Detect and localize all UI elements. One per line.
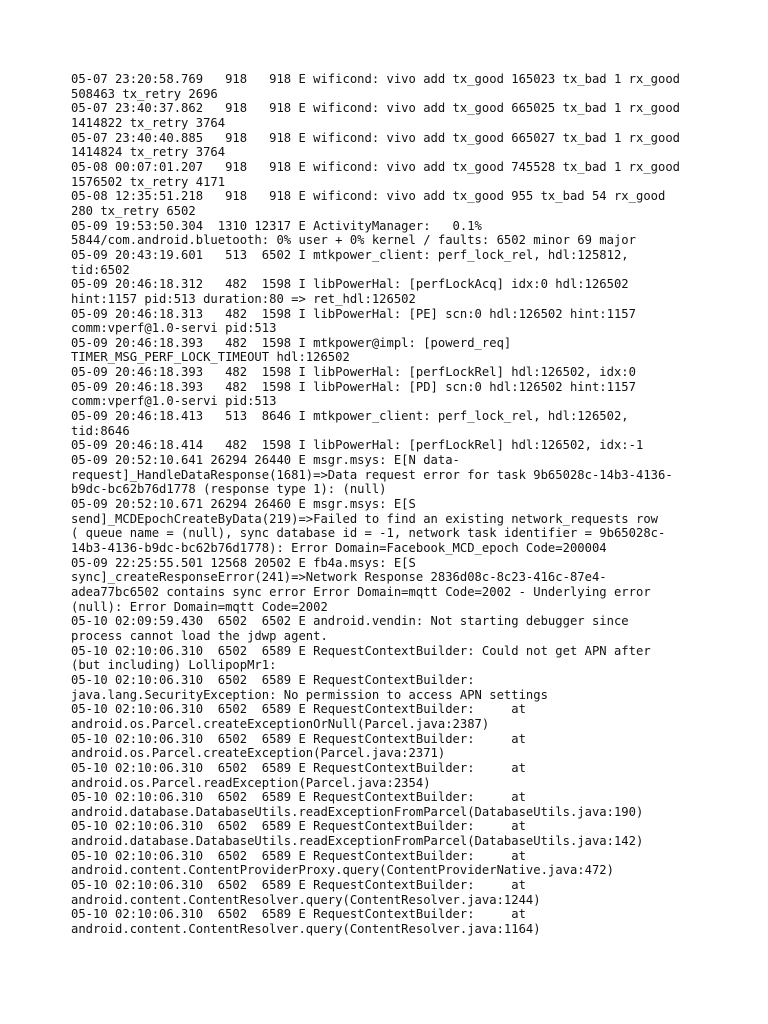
log-line: 05-09 20:46:18.393 482 1598 I libPowerHal: [PD] scn:0 hdl:126502 hint:1157 [71,379,636,394]
log-line: 05-10 02:10:06.310 6502 6589 E RequestContextBuilder: at [71,907,526,922]
log-line: tid:6502 [71,262,130,277]
log-line: 05-09 20:46:18.393 482 1598 I libPowerHal: [perfLockRel] hdl:126502, idx:0 [71,365,636,380]
log-line: android.database.DatabaseUtils.readExceptionFromParcel(DatabaseUtils.java:142) [71,834,644,849]
log-line: android.os.Parcel.readException(Parcel.java:2354) [71,775,431,790]
log-line: 05-10 02:10:06.310 6502 6589 E RequestContextBuilder: at [71,731,526,746]
log-line: 1576502 tx_retry 4171 [71,174,226,189]
log-line: 05-09 20:52:10.641 26294 26440 E msgr.msys: E[N data- [71,453,460,468]
log-document [71,72,711,937]
log-line: android.content.ContentResolver.query(ContentResolver.java:1244) [71,892,541,907]
log-line: 05-09 20:46:18.313 482 1598 I libPowerHal: [PE] scn:0 hdl:126502 hint:1157 [71,306,636,321]
log-line: android.database.DatabaseUtils.readExceptionFromParcel(DatabaseUtils.java:190) [71,804,644,819]
log-line: adea77bc6502 contains sync error Error Domain=mqtt Code=2002 - Underlying error [71,584,651,599]
log-line: 05-07 23:20:58.769 918 918 E wificond: vivo add tx_good 165023 tx_bad 1 rx_good [71,72,681,86]
log-line: 05-10 02:10:06.310 6502 6589 E RequestContextBuilder: at [71,878,526,893]
log-line: 1414824 tx_retry 3764 [71,145,226,160]
log-line: android.content.ContentResolver.query(ContentResolver.java:1164) [71,922,541,937]
log-line: android.os.Parcel.createExceptionOrNull(Parcel.java:2387) [71,716,490,731]
log-line: 5844/com.android.bluetooth: 0% user + 0% kernel / faults: 6502 minor 69 major [71,233,636,248]
log-line: 05-10 02:10:06.310 6502 6589 E RequestContextBuilder: [71,672,475,687]
log-line: sync]_createResponseError(241)=>Network Response 2836d08c-8c23-416c-87e4- [71,570,607,585]
log-line: 05-10 02:10:06.310 6502 6589 E RequestContextBuilder: at [71,848,526,863]
log-line: comm:vperf@1.0-servi pid:513 [71,394,277,409]
log-line: 05-09 22:25:55.501 12568 20502 E fb4a.msys: E[S [71,555,416,570]
log-line: android.os.Parcel.createException(Parcel.java:2371) [71,746,446,761]
log-line: 508463 tx_retry 2696 [71,86,218,101]
log-line: android.content.ContentProviderProxy.query(ContentProviderNative.java:472) [71,863,614,878]
log-line: 05-10 02:10:06.310 6502 6589 E RequestContextBuilder: at [71,702,526,717]
log-line: tid:8646 [71,423,130,438]
log-line: 05-09 20:46:18.414 482 1598 I libPowerHal: [perfLockRel] hdl:126502, idx:-1 [71,438,644,453]
log-line: 05-10 02:09:59.430 6502 6502 E android.vendin: Not starting debugger since [71,614,629,629]
log-line: 280 tx_retry 6502 [71,203,196,218]
log-line: (null): Error Domain=mqtt Code=2002 [71,599,328,614]
log-line: 05-07 23:40:40.885 918 918 E wificond: vivo add tx_good 665027 tx_bad 1 rx_good [71,130,681,145]
log-line: 05-07 23:40:37.862 918 918 E wificond: vivo add tx_good 665025 tx_bad 1 rx_good [71,101,681,116]
log-line: 05-09 20:46:18.393 482 1598 I mtkpower@impl: [powerd_req] [71,335,512,350]
log-line: 1414822 tx_retry 3764 [71,115,226,130]
log-line: 05-10 02:10:06.310 6502 6589 E RequestContextBuilder: Could not get APN after [71,643,651,658]
log-line: 05-10 02:10:06.310 6502 6589 E RequestContextBuilder: at [71,760,526,775]
log-line: 05-09 20:52:10.671 26294 26460 E msgr.msys: E[S [71,497,416,512]
log-line: comm:vperf@1.0-servi pid:513 [71,321,277,336]
log-line: hint:1157 pid:513 duration:80 => ret_hdl:126502 [71,291,416,306]
log-line: 05-09 20:43:19.601 513 6502 I mtkpower_client: perf_lock_rel, hdl:125812, [71,247,629,262]
log-line: 05-09 19:53:50.304 1310 12317 E ActivityManager: 0.1% [71,218,482,233]
log-line: java.lang.SecurityException: No permission to access APN settings [71,687,548,702]
log-line: 14b3-4136-b9dc-bc62b76d1778): Error Domain=Facebook_MCD_epoch Code=200004 [71,541,607,555]
log-line: 05-08 12:35:51.218 918 918 E wificond: vivo add tx_good 955 tx_bad 54 rx_good [71,189,666,204]
log-line: 05-10 02:10:06.310 6502 6589 E RequestContextBuilder: at [71,790,526,805]
log-line: 05-09 20:46:18.413 513 8646 I mtkpower_client: perf_lock_rel, hdl:126502, [71,409,629,424]
log-line: TIMER_MSG_PERF_LOCK_TIMEOUT hdl:126502 [71,350,350,365]
log-line: send]_MCDEpochCreateByData(219)=>Failed to find an existing network_requests row [71,511,658,526]
log-line: 05-09 20:46:18.312 482 1598 I libPowerHal: [perfLockAcq] idx:0 hdl:126502 [71,277,629,292]
log-line: 05-08 00:07:01.207 918 918 E wificond: vivo add tx_good 745528 tx_bad 1 rx_good [71,159,681,174]
log-line: b9dc-bc62b76d1778 (response type 1): (null) [71,482,387,497]
log-line: 05-10 02:10:06.310 6502 6589 E RequestContextBuilder: at [71,819,526,834]
log-line: request]_HandleDataResponse(1681)=>Data request error for task 9b65028c-14b3-4136- [71,467,673,482]
log-line: ( queue name = (null), sync database id = -1, network task identifier = 9b65028c- [71,526,666,541]
log-line: process cannot load the jdwp agent. [71,628,328,643]
log-line: (but including) LollipopMr1: [71,658,277,673]
